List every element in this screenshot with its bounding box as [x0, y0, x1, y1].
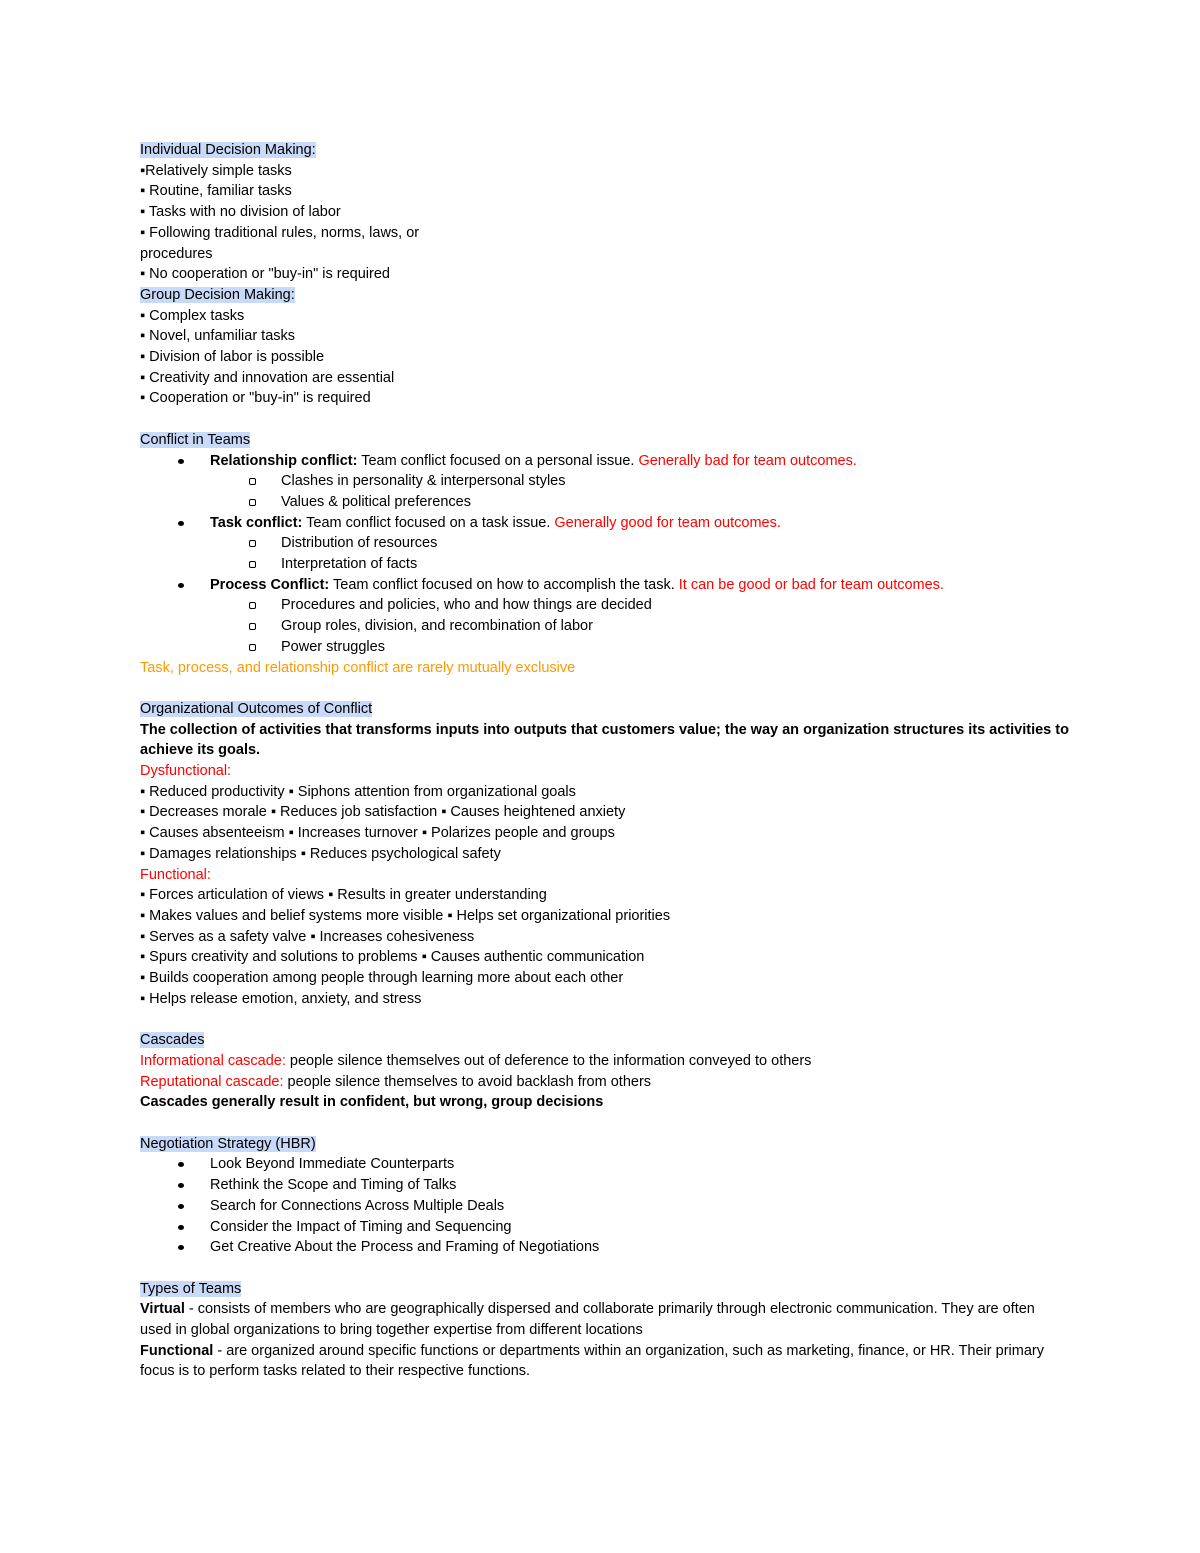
- hollow-square-bullet-icon: [249, 540, 256, 547]
- list-item: ▪ Causes absenteeism ▪ Increases turnover ▪ Polarizes people and groups: [140, 825, 615, 842]
- highlighted-heading: Cascades: [140, 1032, 205, 1049]
- bullet-icon: [178, 1204, 184, 1209]
- sub-item-text: Procedures and policies, who and how things are decided: [281, 597, 652, 614]
- sub-item-text: Distribution of resources: [281, 535, 438, 552]
- section-heading: [140, 140, 1070, 161]
- sub-list-item: [140, 595, 1070, 616]
- blank-line: [140, 1258, 1070, 1279]
- bullet-icon: [178, 1245, 184, 1250]
- list-item: [140, 1237, 1070, 1258]
- list-item: [140, 1154, 1070, 1175]
- sub-list-item: [140, 492, 1070, 513]
- sub-list-item: [140, 471, 1070, 492]
- highlighted-heading: Types of Teams: [140, 1280, 242, 1297]
- term-label: Task conflict:: [210, 514, 303, 531]
- sub-list: [210, 533, 1070, 574]
- list-item: [140, 1175, 1070, 1196]
- list-item: ▪Relatively simple tasks: [140, 162, 292, 179]
- section-heading: [140, 699, 1070, 720]
- section-heading: [140, 285, 1070, 306]
- sub-item-text: Group roles, division, and recombination of labor: [281, 618, 593, 635]
- blank-line: [140, 1010, 1070, 1031]
- section-heading: [140, 1134, 1070, 1155]
- sub-item-text: Interpretation of facts: [281, 556, 418, 573]
- hollow-square-bullet-icon: [249, 499, 256, 506]
- list-item: ▪ Novel, unfamiliar tasks: [140, 328, 296, 345]
- term-description: Team conflict focused on a task issue.: [302, 514, 555, 531]
- list-item: ▪ Tasks with no division of labor: [140, 204, 341, 221]
- hollow-square-bullet-icon: [249, 602, 256, 609]
- highlighted-heading: Negotiation Strategy (HBR): [140, 1135, 316, 1152]
- sub-list: [210, 471, 1070, 512]
- blank-line: [140, 1113, 1070, 1134]
- list-item: [140, 575, 1070, 658]
- list-item: ▪ Creativity and innovation are essential: [140, 369, 395, 386]
- list-item: ▪ Complex tasks: [140, 307, 245, 324]
- conflict-types-list: [140, 451, 1070, 658]
- hollow-square-bullet-icon: [249, 644, 256, 651]
- bullet-icon: [178, 1225, 184, 1230]
- list-item: ▪ Helps release emotion, anxiety, and stress: [140, 990, 422, 1007]
- list-item: ▪ Decreases morale ▪ Reduces job satisfaction ▪ Causes heightened anxiety: [140, 804, 626, 821]
- section-heading: [140, 430, 1070, 451]
- cascades-summary: Cascades generally result in confident, but wrong, group decisions: [140, 1094, 604, 1111]
- sub-list-item: [140, 533, 1070, 554]
- list-item-text: Get Creative About the Process and Framing of Negotiations: [210, 1239, 600, 1256]
- term-description: Team conflict focused on a personal issue.: [357, 452, 639, 469]
- sub-list-item: [140, 637, 1070, 658]
- functional-label: Functional:: [140, 866, 211, 883]
- list-item: [140, 1196, 1070, 1217]
- section-heading: [140, 1279, 1070, 1300]
- list-item: ▪ Makes values and belief systems more visible ▪ Helps set organizational priorities: [140, 907, 671, 924]
- list-item: [140, 451, 1070, 513]
- list-item: ▪ Builds cooperation among people through learning more about each other: [140, 970, 624, 987]
- verdict-text: Generally bad for team outcomes.: [638, 452, 857, 469]
- bullet-icon: [178, 459, 184, 464]
- dysfunctional-label: Dysfunctional:: [140, 763, 232, 780]
- highlighted-heading: Organizational Outcomes of Conflict: [140, 700, 373, 717]
- list-item-text: Search for Connections Across Multiple Deals: [210, 1197, 505, 1214]
- list-item: procedures: [140, 245, 213, 262]
- sub-item-text: Clashes in personality & interpersonal styles: [281, 473, 566, 490]
- list-item: ▪ Forces articulation of views ▪ Results in greater understanding: [140, 887, 547, 904]
- negotiation-list: [140, 1154, 1070, 1258]
- list-item: ▪ Reduced productivity ▪ Siphons attention from organizational goals: [140, 783, 576, 800]
- list-item: ▪ Spurs creativity and solutions to problems ▪ Causes authentic communication: [140, 949, 645, 966]
- list-item: ▪ Cooperation or "buy-in" is required: [140, 390, 371, 407]
- list-item: ▪ Division of labor is possible: [140, 349, 325, 366]
- cascade-text: people silence themselves out of deference to the information conveyed to others: [285, 1052, 812, 1069]
- section-heading: [140, 1030, 1070, 1051]
- list-item-text: Rethink the Scope and Timing of Talks: [210, 1177, 457, 1194]
- verdict-text: Generally good for team outcomes.: [554, 514, 781, 531]
- list-item-text: Consider the Impact of Timing and Sequencing: [210, 1218, 512, 1235]
- bullet-icon: [178, 1183, 184, 1188]
- list-item: ▪ Routine, familiar tasks: [140, 183, 292, 200]
- list-item: ▪ No cooperation or "buy-in" is required: [140, 266, 390, 283]
- reputational-cascade-line: [140, 1072, 1070, 1093]
- blank-line: [140, 409, 1070, 430]
- cascade-text: people silence themselves to avoid backlash from others: [283, 1073, 652, 1090]
- sub-item-text: Power struggles: [281, 638, 385, 655]
- bullet-icon: [178, 583, 184, 588]
- term-label: Functional: [140, 1342, 214, 1359]
- highlighted-heading: Conflict in Teams: [140, 431, 251, 448]
- functional-team-paragraph: [140, 1341, 1070, 1382]
- term-label: Process Conflict:: [210, 576, 330, 593]
- cascade-label: Reputational cascade:: [140, 1073, 284, 1090]
- bullet-icon: [178, 1162, 184, 1167]
- list-item-text: Look Beyond Immediate Counterparts: [210, 1156, 455, 1173]
- sub-list-item: [140, 554, 1070, 575]
- blank-line: [140, 678, 1070, 699]
- document-page: [140, 140, 1070, 1382]
- conflict-note: Task, process, and relationship conflict are rarely mutually exclusive: [140, 659, 576, 676]
- list-item: ▪ Following traditional rules, norms, laws, or: [140, 224, 420, 241]
- list-item: ▪ Serves as a safety valve ▪ Increases cohesiveness: [140, 928, 475, 945]
- informational-cascade-line: [140, 1051, 1070, 1072]
- hollow-square-bullet-icon: [249, 561, 256, 568]
- list-item: [140, 1217, 1070, 1238]
- list-item: [140, 513, 1070, 575]
- hollow-square-bullet-icon: [249, 623, 256, 630]
- term-label: Relationship conflict:: [210, 452, 358, 469]
- term-description: - are organized around specific functions or departments within an organization, such as marketing, finance, or HR. Their primary focus is to perform tasks related to their respective functions.: [140, 1342, 1044, 1380]
- virtual-team-paragraph: [140, 1299, 1070, 1340]
- sub-list: [210, 595, 1070, 657]
- verdict-text: It can be good or bad for team outcomes.: [678, 576, 944, 593]
- sub-list-item: [140, 616, 1070, 637]
- term-description: - consists of members who are geographically dispersed and collaborate primarily through electronic communication. They are often used in global organizations to bring together expertise from different locations: [140, 1301, 1035, 1338]
- sub-item-text: Values & political preferences: [281, 493, 471, 510]
- definition-text: The collection of activities that transforms inputs into outputs that customers value; the way an organization structures its activities to achieve its goals.: [140, 721, 1069, 759]
- highlighted-heading: Individual Decision Making:: [140, 142, 316, 158]
- term-description: Team conflict focused on how to accomplish the task.: [329, 576, 679, 593]
- cascade-label: Informational cascade:: [140, 1052, 286, 1069]
- highlighted-heading: Group Decision Making:: [140, 286, 295, 303]
- list-item: ▪ Damages relationships ▪ Reduces psychological safety: [140, 845, 501, 862]
- term-label: Virtual: [140, 1301, 185, 1318]
- bullet-icon: [178, 521, 184, 526]
- hollow-square-bullet-icon: [249, 478, 256, 485]
